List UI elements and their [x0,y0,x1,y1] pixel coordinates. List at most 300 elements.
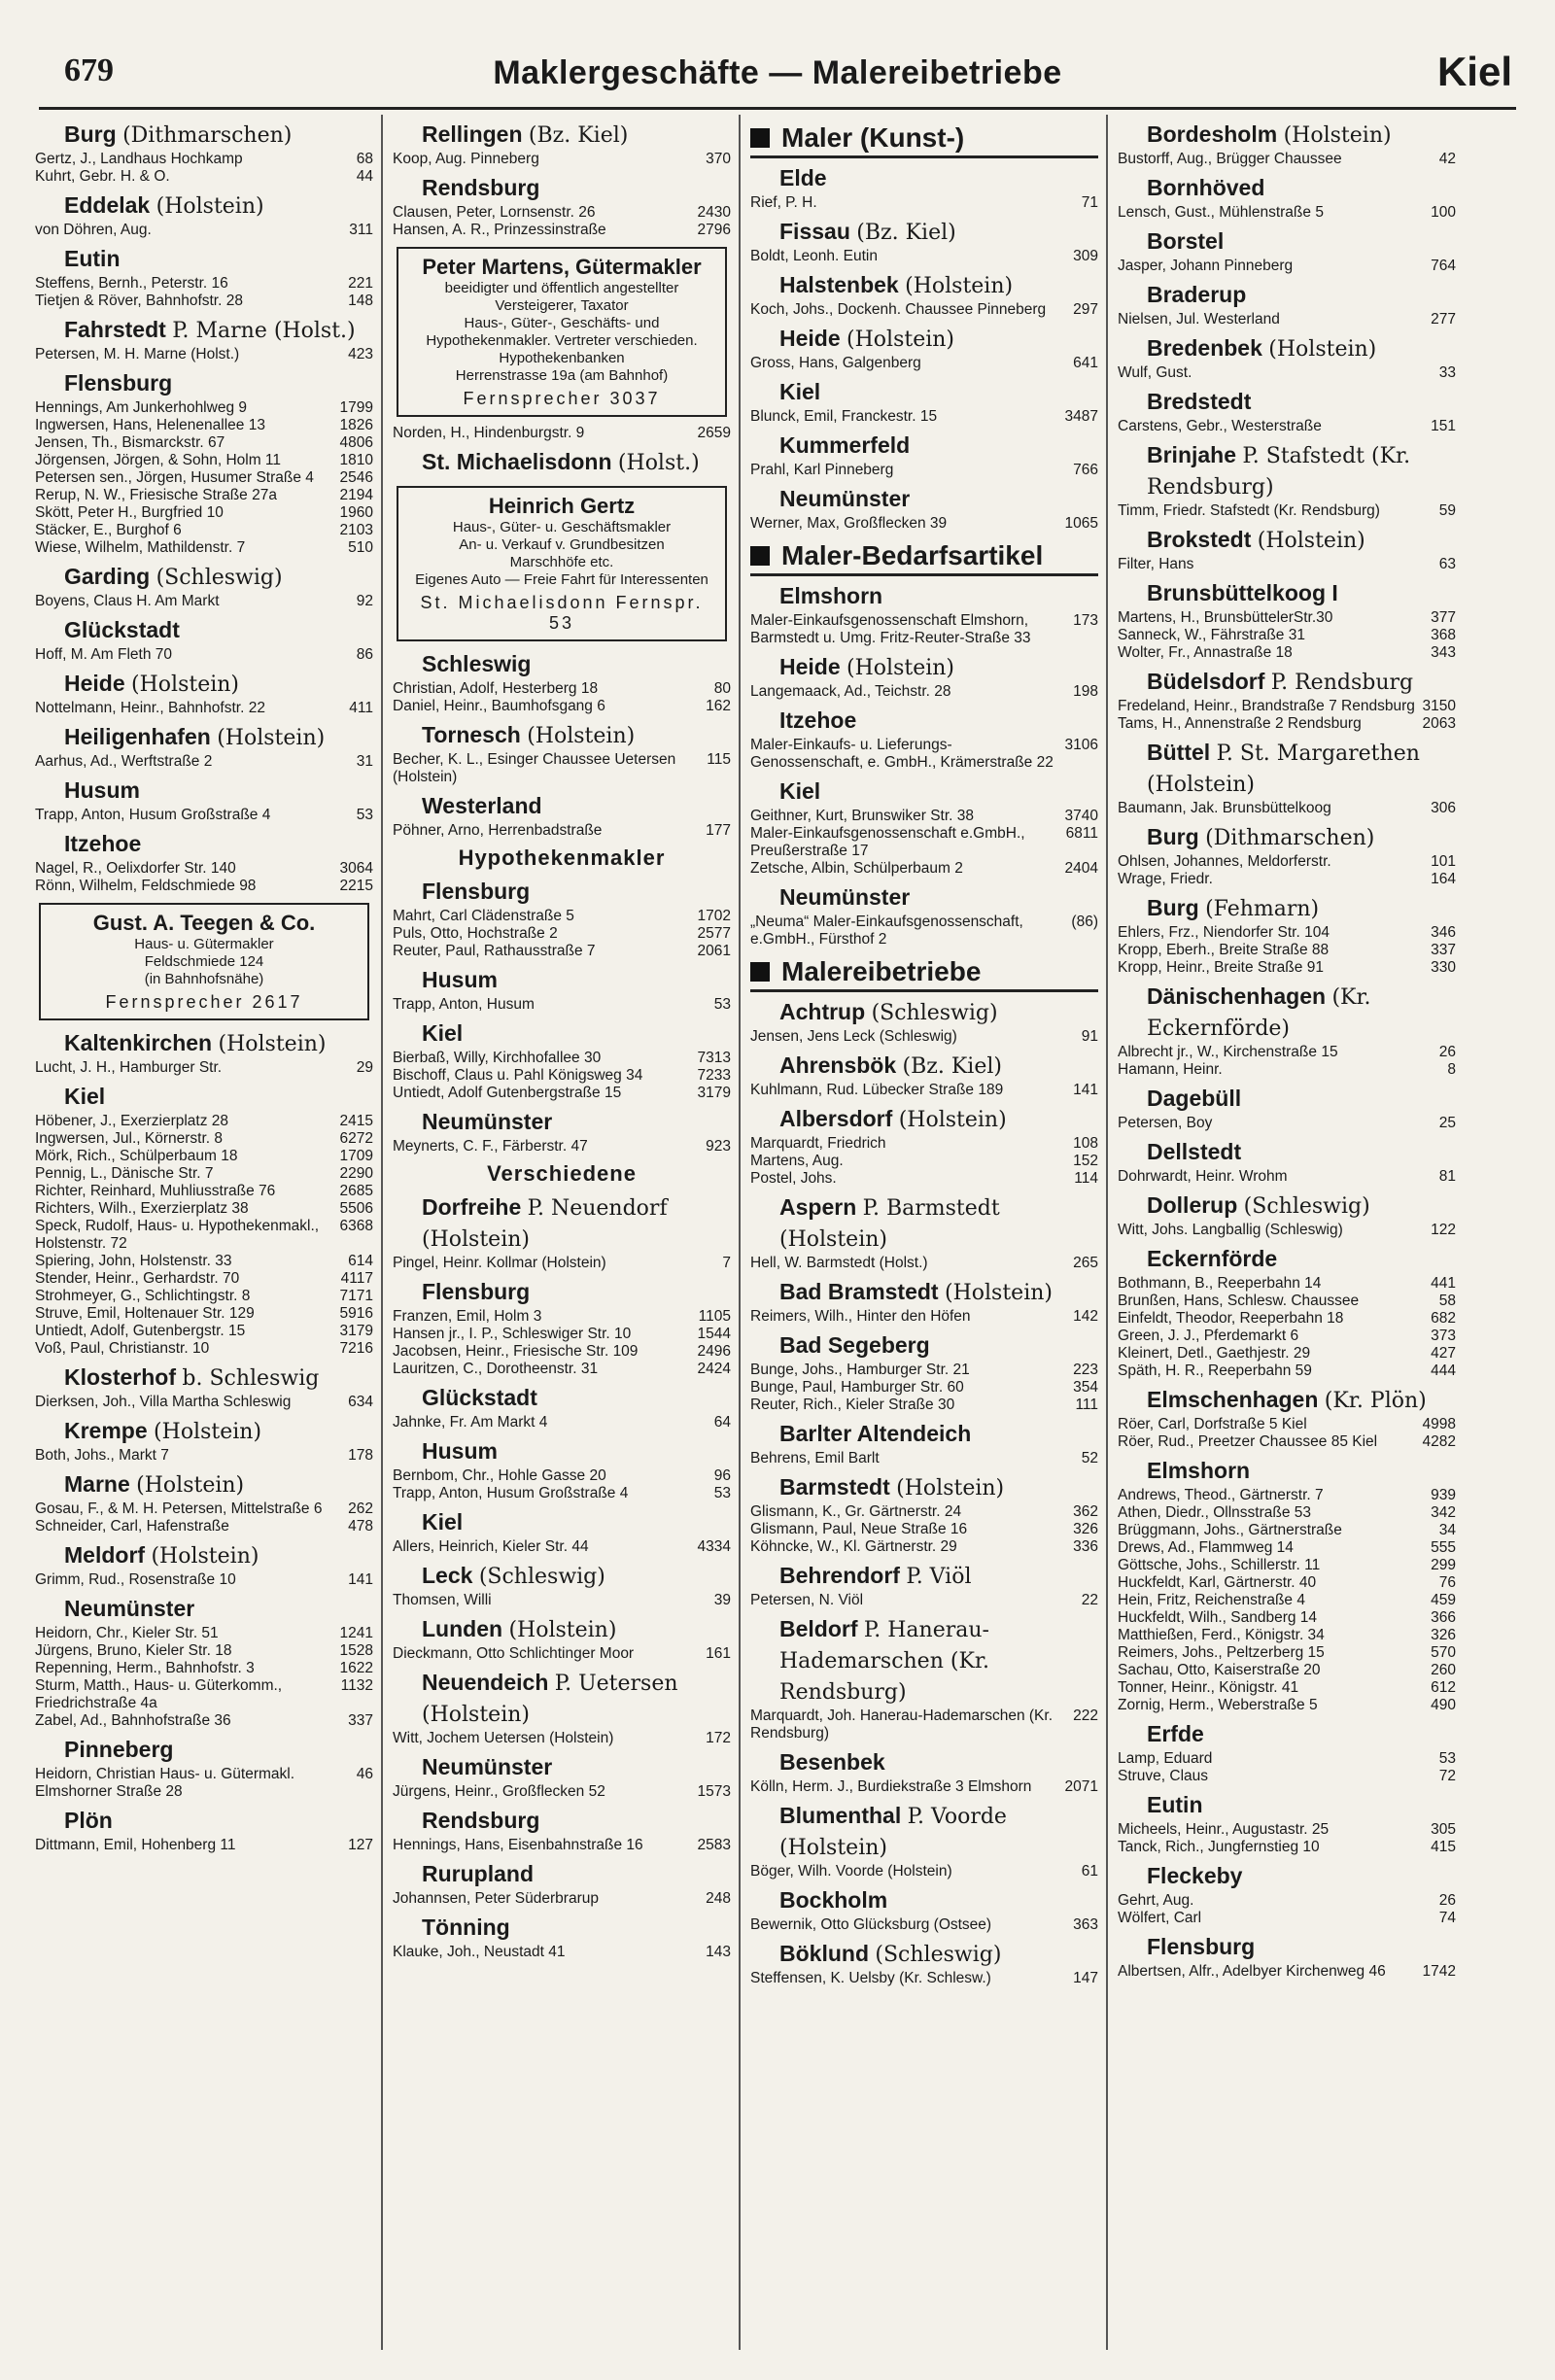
place-heading [393,1018,731,1050]
entry-phone-number: 682 [1431,1310,1456,1327]
place-name: Heide [779,654,841,679]
entry-name-address: Sachau, Otto, Kaiserstraße 20 [1118,1662,1321,1678]
entry-name-address: Mörk, Rich., Schülperbaum 18 [35,1148,238,1164]
place-heading [1118,226,1456,258]
entry-name-address: Schneider, Carl, Hafenstraße [35,1518,229,1535]
entry-name-address: Werner, Max, Großflecken 39 [750,515,948,532]
entry-name-address: Spiering, John, Holstenstr. 33 [35,1253,232,1269]
place-heading [750,217,1098,248]
place-name: Erfde [1147,1721,1204,1746]
listing-entry [1118,502,1456,520]
entry-name-address: Fredeland, Heinr., Brandstraße 7 Rendsburg [1118,698,1415,714]
place-region: (Holstein) [151,1544,259,1569]
place-name: Büdelsdorf [1147,669,1265,694]
entry-name-address: Böger, Wilh. Voorde (Holstein) [750,1863,952,1880]
listing-entry [750,683,1098,701]
place-heading [1118,1244,1456,1275]
place-region: (Holstein) [218,1032,327,1056]
place-name: Dollerup [1147,1192,1238,1218]
listing-entry [35,1183,373,1200]
entry-phone-number: 161 [706,1645,731,1662]
entry-name-address: Kuhrt, Gebr. H. & O. [35,168,170,185]
entry-phone-number: 248 [706,1890,731,1907]
entry-phone-number: 363 [1073,1916,1098,1933]
listing-entry [393,996,731,1014]
entry-name-address: Bischoff, Claus u. Pahl Königsweg 34 [393,1067,643,1084]
entry-phone-number: 427 [1431,1345,1456,1362]
entry-name-address: Jasper, Johann Pinneberg [1118,258,1294,274]
entry-phone-number: 143 [706,1944,731,1960]
entry-phone-number: 277 [1431,311,1456,328]
entry-name-address: Wrage, Friedr. [1118,871,1213,887]
place-name: Fissau [779,219,850,244]
place-region: (Holstein) [131,673,240,697]
listing-entry [35,807,373,824]
place-heading [393,1806,731,1837]
listing-entry [35,452,373,469]
listing-entry [393,1343,731,1361]
place-heading [750,581,1098,612]
place-heading [393,173,731,204]
place-name: Husum [64,777,140,803]
entry-phone-number: 570 [1431,1644,1456,1661]
place-name: Neumünster [64,1596,195,1621]
entry-phone-number: 2496 [697,1343,731,1360]
entry-phone-number: 2577 [697,925,731,942]
entry-phone-number: 366 [1431,1609,1456,1626]
entry-phone-number: 177 [706,822,731,839]
entry-name-address: Petersen, Boy [1118,1115,1213,1131]
place-name: Besenbek [779,1749,885,1775]
entry-phone-number: 7313 [697,1050,731,1066]
place-heading [750,270,1098,301]
entry-name-address: Voß, Paul, Christianstr. 10 [35,1340,210,1357]
listing-entry [35,1447,373,1465]
entry-name-address: Sturm, Matth., Haus- u. Güterkomm., Friedrichstraße 4a [35,1677,283,1711]
listing-entry [1118,1362,1456,1380]
entry-name-address: Ingwersen, Jul., Körnerstr. 8 [35,1130,223,1147]
listing-entry [35,1766,373,1801]
listing-entry [393,698,731,715]
entry-name-address: Gosau, F., & M. H. Petersen, Mittelstraße 6 [35,1500,323,1517]
place-heading [393,1436,731,1467]
listing-entry [35,753,373,771]
entry-phone-number: 223 [1073,1362,1098,1378]
listing-entry [750,194,1098,212]
entry-name-address: Clausen, Peter, Lornsenstr. 26 [393,204,596,221]
listing-entry [1118,644,1456,662]
entry-name-address: Heidorn, Chr., Kieler Str. 51 [35,1625,219,1641]
ad-line: Haus-, Güter- u. Geschäftsmakler [452,519,672,535]
advertisement-box [39,903,369,1020]
place-heading [35,1540,373,1571]
entry-name-address: Bunge, Johs., Hamburger Str. 21 [750,1362,970,1378]
listing-entry [35,399,373,417]
entry-name-address: Zetsche, Albin, Schülperbaum 2 [750,860,963,877]
entry-phone-number: 148 [348,293,373,309]
entry-phone-number: 337 [348,1712,373,1729]
ad-line: beeidigter und öffentlich angestellter Versteigerer, Taxator [444,280,679,314]
entry-name-address: Späth, H. R., Reeperbahn 59 [1118,1362,1312,1379]
place-name: Aspern [779,1194,857,1220]
place-name: Pinneberg [64,1737,174,1762]
place-heading [1118,893,1456,924]
place-name: Kummerfeld [779,432,911,458]
entry-phone-number: 2796 [697,222,731,238]
place-heading [1118,822,1456,853]
entry-phone-number: 53 [713,996,731,1013]
place-heading [750,163,1098,194]
entry-phone-number: 764 [1431,258,1456,274]
place-heading [393,447,731,478]
entry-phone-number: 101 [1431,853,1456,870]
entry-phone-number: 26 [1438,1044,1456,1060]
listing-entry [393,1783,731,1801]
listing-entry [35,1518,373,1535]
entry-name-address: Boyens, Claus H. Am Markt [35,593,220,609]
place-name: Bockholm [779,1887,888,1913]
place-heading [750,1561,1098,1592]
place-region: (Fehmarn) [1205,897,1320,921]
place-name: Brunsbüttelkoog I [1147,580,1338,605]
entry-phone-number: 96 [713,1467,731,1484]
running-title: Maklergeschäfte — Malereibetriebe [493,54,1062,91]
place-name: Rurupland [422,1861,534,1886]
place-name: Albersdorf [779,1106,893,1131]
entry-name-address: Albertsen, Alfr., Adelbyer Kirchenweg 46 [1118,1963,1386,1980]
entry-name-address: Kleinert, Detl., Gaethjestr. 29 [1118,1345,1311,1362]
entry-name-address: Lensch, Gust., Mühlenstraße 5 [1118,204,1324,221]
listing-entry [393,908,731,925]
place-name: Heide [64,671,125,696]
ad-line: Haus- u. Gütermakler [134,936,274,952]
place-name: Glückstadt [64,617,180,642]
listing-entry [750,1538,1098,1556]
place-name: Itzehoe [64,831,142,856]
entry-phone-number: 2063 [1422,715,1456,732]
place-region: (Holstein) [905,274,1014,298]
place-name: Kiel [779,379,821,404]
entry-phone-number: 766 [1073,462,1098,478]
place-heading [1118,387,1456,418]
place-heading [1118,1385,1456,1416]
entry-name-address: Strohmeyer, G., Schlichtingstr. 8 [35,1288,251,1304]
listing-entry [1118,1061,1456,1079]
entry-name-address: Lucht, J. H., Hamburger Str. [35,1059,223,1076]
entry-name-address: Martens, Aug. [750,1153,844,1169]
listing-entry [393,1050,731,1067]
entry-phone-number: 71 [1081,194,1098,211]
entry-phone-number: 1544 [697,1326,731,1342]
entry-name-address: Langemaack, Ad., Teichstr. 28 [750,683,951,700]
place-name: Schleswig [422,651,532,676]
entry-name-address: Dittmann, Emil, Hohenberg 11 [35,1837,236,1853]
entry-phone-number: 3150 [1422,698,1456,714]
entry-phone-number: 198 [1073,683,1098,700]
entry-name-address: Untiedt, Adolf, Gutenbergstr. 15 [35,1323,246,1339]
entry-phone-number: 63 [1438,556,1456,572]
place-heading [393,877,731,908]
entry-phone-number: 172 [706,1730,731,1746]
place-heading [1118,1861,1456,1892]
place-heading [1118,333,1456,364]
entry-phone-number: 368 [1431,627,1456,643]
entry-name-address: Wolter, Fr., Annastraße 18 [1118,644,1293,661]
listing-entry [393,822,731,840]
place-name: Itzehoe [779,707,857,733]
entry-name-address: Maler-Einkaufs- u. Lieferungs-Genossenschaft, e. GmbH., Krämerstraße 22 [750,737,1054,771]
listing-entry [1118,924,1456,942]
place-heading [1118,1137,1456,1168]
place-heading [750,706,1098,737]
entry-name-address: Jahnke, Fr. Am Markt 4 [393,1414,548,1431]
entry-phone-number: 151 [1431,418,1456,434]
entry-phone-number: 2290 [339,1165,373,1182]
column-1 [29,115,379,2350]
place-name: Bredenbek [1147,335,1262,361]
ad-phone: Fernsprecher 3037 [463,389,661,408]
place-heading [1118,525,1456,556]
place-region: (Schleswig) [1243,1194,1370,1219]
listing-entry [1118,1592,1456,1609]
place-name: Eckernförde [1147,1246,1278,1271]
entry-phone-number: 115 [707,751,731,768]
entry-phone-number: 2430 [697,204,731,221]
entry-name-address: Huckfeldt, Karl, Gärtnerstr. 40 [1118,1574,1317,1591]
listing-entry [1118,1345,1456,1362]
entry-name-address: Behrens, Emil Barlt [750,1450,880,1466]
entry-phone-number: 342 [1431,1504,1456,1521]
entry-phone-number: 53 [713,1485,731,1501]
listing-entry [750,860,1098,878]
entry-phone-number: 262 [348,1500,373,1517]
entry-phone-number: 265 [1073,1255,1098,1271]
place-region: (Holstein) [136,1473,245,1498]
entry-phone-number: 6811 [1065,825,1098,842]
listing-entry [1118,627,1456,644]
listing-entry [750,1592,1098,1609]
place-region: (Holstein) [1283,123,1392,148]
listing-entry [1118,1910,1456,1927]
listing-entry [1118,1892,1456,1910]
entry-phone-number: 510 [348,539,373,556]
listing-entry [35,1059,373,1077]
entry-name-address: Reimers, Wilh., Hinter den Höfen [750,1308,971,1325]
entry-phone-number: 2685 [339,1183,373,1199]
place-region: P. Neuendorf (Holstein) [422,1196,668,1252]
entry-phone-number: 72 [1438,1768,1456,1784]
listing-entry [750,1863,1098,1880]
listing-entry [35,346,373,363]
entry-phone-number: 7171 [339,1288,373,1304]
entry-phone-number: 478 [348,1518,373,1535]
entry-phone-number: 100 [1431,204,1456,221]
entry-name-address: Höbener, J., Exerzierplatz 28 [35,1113,229,1129]
entry-name-address: Matthießen, Ferd., Königstr. 34 [1118,1627,1325,1643]
place-name: Plön [64,1808,113,1833]
place-heading [35,1806,373,1837]
category-heading [750,538,1098,576]
square-bullet-icon [750,128,770,148]
place-name: Barmstedt [779,1474,890,1500]
place-heading [750,1939,1098,1970]
listing-entry [750,825,1098,860]
entry-phone-number: 354 [1073,1379,1098,1396]
place-region: (Holstein) [527,724,636,748]
listing-entry [393,1538,731,1556]
listing-entry [1118,800,1456,817]
listing-entry [35,434,373,452]
entry-phone-number: 1132 [340,1677,373,1694]
listing-entry [393,222,731,239]
entry-name-address: Hoff, M. Am Fleth 70 [35,646,172,663]
listing-entry [35,1677,373,1712]
entry-name-address: Nottelmann, Heinr., Bahnhofstr. 22 [35,700,265,716]
entry-name-address: Albrecht jr., W., Kirchenstraße 15 [1118,1044,1338,1060]
listing-entry [1118,1539,1456,1557]
place-region: (Kr. Plön) [1324,1389,1427,1413]
entry-name-address: Kropp, Eberh., Breite Straße 88 [1118,942,1330,958]
place-region: (Holstein) [945,1281,1053,1305]
listing-entry [750,1503,1098,1521]
listing-entry [35,222,373,239]
entry-phone-number: 92 [356,593,373,609]
place-heading [750,324,1098,355]
place-region: (Holstein) [156,194,264,219]
place-name: Borstel [1147,228,1225,254]
listing-entry [393,151,731,168]
place-name: Dänischenhagen [1147,983,1327,1009]
entry-name-address: Andrews, Theod., Gärtnerstr. 7 [1118,1487,1324,1503]
listing-entry [35,1660,373,1677]
entry-name-address: Nielsen, Jul. Westerland [1118,311,1280,328]
entry-name-address: Dierksen, Joh., Villa Martha Schleswig [35,1394,292,1410]
entry-name-address: Untiedt, Adolf Gutenbergstraße 15 [393,1085,622,1101]
listing-entry [750,914,1098,949]
place-heading [35,1735,373,1766]
place-heading [35,1469,373,1500]
entry-phone-number: 53 [356,807,373,823]
place-region: P. Rendsburg [1270,671,1414,695]
place-name: Flensburg [1147,1934,1256,1959]
entry-phone-number: 26 [1438,1892,1456,1909]
entry-name-address: Trapp, Anton, Husum Großstraße 4 [35,807,271,823]
entry-phone-number: 34 [1438,1522,1456,1538]
place-name: Kiel [422,1509,464,1535]
entry-name-address: Gross, Hans, Galgenberg [750,355,921,371]
place-name: St. Michaelisdonn [422,449,612,474]
entry-name-address: Hennings, Hans, Eisenbahnstraße 16 [393,1837,643,1853]
page-number: 679 [64,52,114,88]
place-region: (Holstein) [896,1476,1005,1500]
entry-phone-number: 939 [1431,1487,1456,1503]
place-heading [393,1913,731,1944]
place-heading [35,368,373,399]
ad-phone: Fernsprecher 2617 [105,992,303,1012]
listing-entry [35,1394,373,1411]
place-name: Neumünster [422,1754,553,1779]
place-name: Flensburg [64,370,173,396]
listing-entry [750,1362,1098,1379]
entry-phone-number: 2071 [1064,1778,1098,1795]
entry-phone-number: 326 [1073,1521,1098,1537]
entry-name-address: Tonner, Heinr., Königstr. 41 [1118,1679,1299,1696]
ad-title: Gust. A. Teegen & Co. [92,911,316,935]
place-name: Kiel [64,1084,106,1109]
place-name: Tornesch [422,722,521,747]
place-heading [393,1614,731,1645]
place-heading [35,829,373,860]
entry-name-address: Hein, Fritz, Reichenstraße 4 [1118,1592,1305,1608]
entry-phone-number: 370 [706,151,731,167]
entry-name-address: Jörgensen, Jörgen, & Sohn, Holm 11 [35,452,282,468]
listing-entry [35,878,373,895]
place-region: P. Stafstedt (Kr. Rendsburg) [1147,444,1411,500]
entry-name-address: Aarhus, Ad., Werftstraße 2 [35,753,213,770]
entry-phone-number: 441 [1431,1275,1456,1292]
place-name: Dagebüll [1147,1086,1242,1111]
entry-phone-number: 53 [1438,1750,1456,1767]
listing-entry [35,1837,373,1854]
entry-name-address: Huckfeldt, Wilh., Sandberg 14 [1118,1609,1318,1626]
place-name: Fahrstedt [64,317,166,342]
place-region: (Holstein) [1268,337,1377,362]
entry-phone-number: 373 [1431,1328,1456,1344]
entry-phone-number: 114 [1074,1170,1098,1187]
listing-entry [1118,1487,1456,1504]
entry-name-address: Steffensen, K. Uelsby (Kr. Schlesw.) [750,1970,991,1986]
entry-name-address: Geithner, Kurt, Brunswiker Str. 38 [750,808,975,824]
entry-name-address: Norden, H., Hindenburgstr. 9 [393,425,585,441]
entry-name-address: Marquardt, Friedrich [750,1135,886,1152]
entry-name-address: Sanneck, W., Fährstraße 31 [1118,627,1305,643]
listing-entry [35,1113,373,1130]
listing-entry [1118,1328,1456,1345]
entry-name-address: Pingel, Heinr. Kollmar (Holstein) [393,1255,606,1271]
entry-phone-number: 4282 [1422,1433,1456,1450]
place-name: Bad Segeberg [779,1332,930,1358]
place-heading [393,1561,731,1592]
place-name: Elde [779,165,827,190]
column-4 [1112,115,1462,2350]
ad-line: Herrenstrasse 19a (am Bahnhof) [455,367,669,384]
listing-entry [750,1082,1098,1099]
place-heading [1118,1719,1456,1750]
entry-name-address: Mahrt, Carl Clädenstraße 5 [393,908,574,924]
listing-entry [1118,1574,1456,1592]
listing-entry [1118,258,1456,275]
entry-name-address: Micheels, Heinr., Augustastr. 25 [1118,1821,1330,1838]
listing-entry [1118,1222,1456,1239]
entry-name-address: Struve, Emil, Holtenauer Str. 129 [35,1305,255,1322]
place-region: (Holstein) [847,656,955,680]
place-heading [393,1383,731,1414]
ad-line: Eigenes Auto — Freie Fahrt für Interessenten [415,571,708,588]
entry-phone-number: 164 [1431,871,1456,887]
entry-phone-number: 7 [722,1255,731,1271]
place-name: Neuendeich [422,1670,549,1695]
place-name: Kaltenkirchen [64,1030,213,1055]
place-name: Bad Bramstedt [779,1279,939,1304]
place-heading [393,965,731,996]
entry-phone-number: 490 [1431,1697,1456,1713]
ad-line: Feldschmiede 124 [144,953,264,970]
place-heading [1118,982,1456,1044]
entry-phone-number: 111 [1075,1397,1098,1413]
entry-phone-number: 1528 [339,1642,373,1659]
place-name: Halstenbek [779,272,899,297]
entry-phone-number: 4998 [1422,1416,1456,1432]
